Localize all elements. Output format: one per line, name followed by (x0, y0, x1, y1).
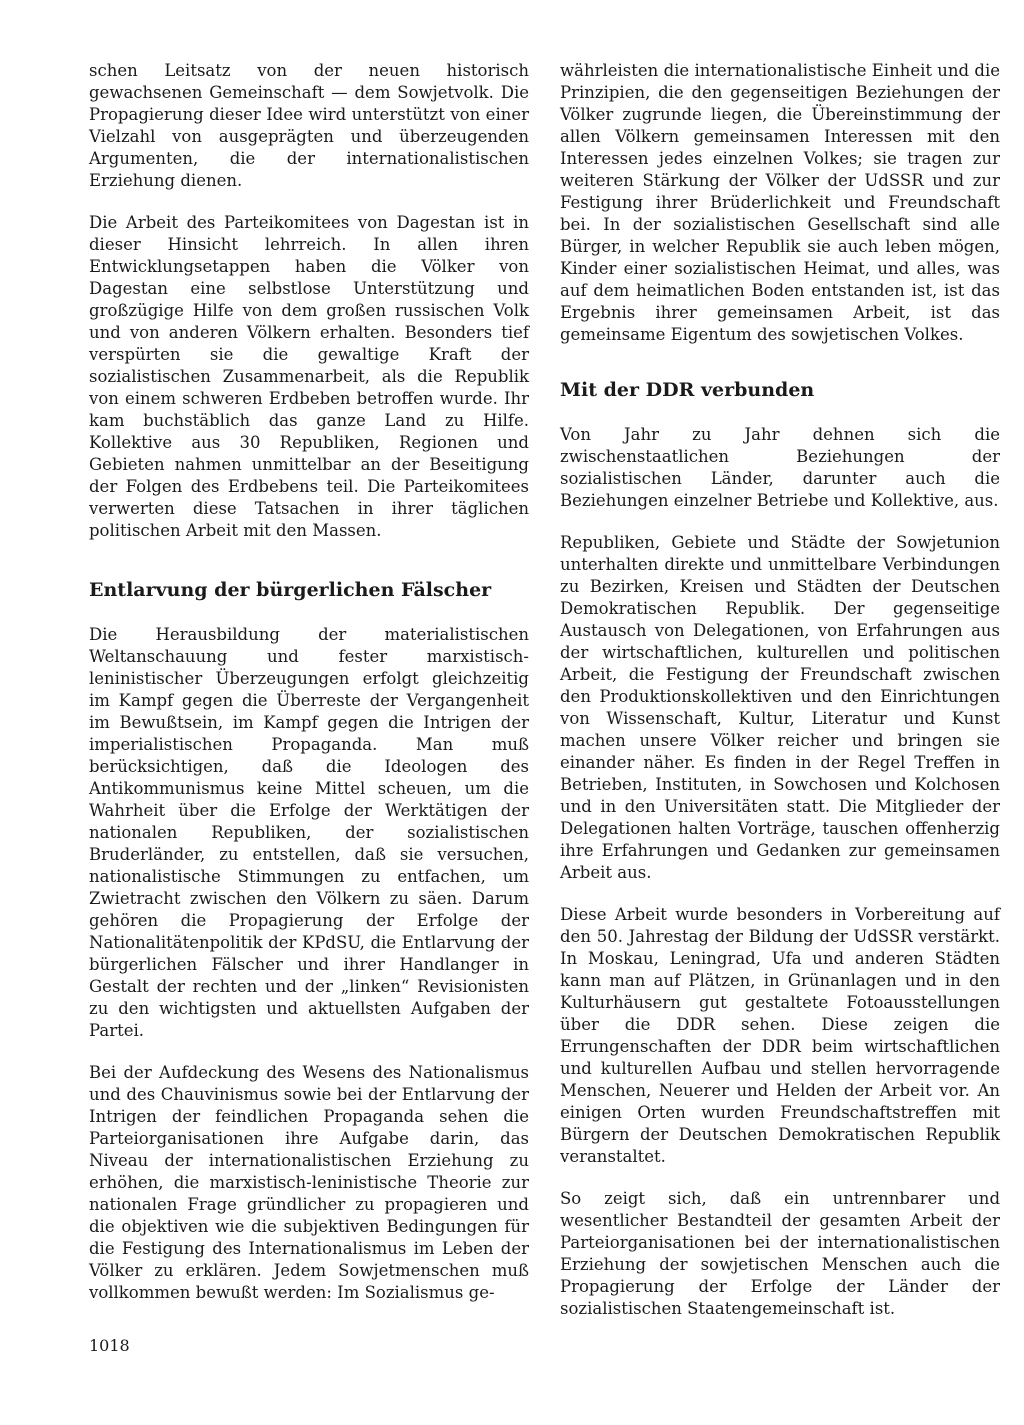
left-column (89, 60, 529, 1324)
section-heading: Entlarvung der bürgerlichen Fälscher (89, 579, 492, 601)
paragraph: Die Arbeit des Parteikomitees von Dagestan ist in dieser Hinsicht lehrreich. In allen ihren Entwicklungsetappen haben die Völker von Dagestan eine selbstlose Unterstützung und großzügige Hilfe von dem großen russischen Volk und von anderen Völkern erhalten. Besonders tief verspürten sie die gewaltige Kraft der sozialistischen Zusammenarbeit, als die Republik von einem schweren Erdbeben betroffen wurde. Ihr kam buchstäblich das ganze Land zu Hilfe. Kollektive aus 30 Republiken, Regionen und Gebieten nahmen unmittelbar an der Beseitigung der Folgen des Erdbebens teil. Die Parteikomitees verwerten diese Tatsachen in ihrer täglichen politischen Arbeit mit den Massen. (89, 213, 529, 540)
section-heading: Mit der DDR verbunden (560, 379, 815, 401)
right-column (560, 60, 1000, 1340)
paragraph: währleisten die internationalistische Einheit und die Prinzipien, die den gegenseitigen Beziehungen der Völker zugrunde liegen, die Übereinstimmung der allen Völkern gemeinsamen Interessen mit den Interessen jedes einzelnen Volkes; sie tragen zur weiteren Stärkung der Völker der UdSSR und zur Festigung ihrer Brüderlichkeit und Freundschaft bei. In der sozialistischen Gesellschaft sind alle Bürger, in welcher Republik sie auch leben mögen, Kinder einer sozialistischen Heimat, und alles, was auf dem heimatlichen Boden entstanden ist, ist das Ergebnis ihrer gemeinsamen Arbeit, ist das gemeinsame Eigentum des sowjetischen Volkes. (560, 61, 1000, 344)
paragraph: Die Herausbildung der materialistischen Weltanschauung und fester marxistisch-leninistischer Überzeugungen erfolgt gleichzeitig im Kampf gegen die Überreste der Vergangenheit im Bewußtsein, im Kampf gegen die Intrigen der imperialistischen Propaganda. Man muß berücksichtigen, daß die Ideologen des Antikommunismus keine Mittel scheuen, um die Wahrheit über die Erfolge der Werktätigen der nationalen Republiken, der sozialistischen Bruderländer, zu entstellen, daß sie versuchen, nationalistische Stimmungen zu entfachen, um Zwietracht zwischen den Völkern zu säen. Darum gehören die Propagierung der Erfolge der Nationalitätenpolitik der KPdSU, die Entlarvung der bürgerlichen Fälscher und ihrer Handlanger in Gestalt der rechten und der „linken“ Revisionisten zu den wichtigsten und aktuellsten Aufgaben der Partei. (89, 625, 529, 1040)
paragraph: Von Jahr zu Jahr dehnen sich die zwischenstaatlichen Beziehungen der sozialistischen Länder, darunter auch die Beziehungen einzelner Betriebe und Kollektive, aus. (560, 425, 1000, 510)
page-number: 1018 (89, 1336, 130, 1355)
paragraph: Bei der Aufdeckung des Wesens des Nationalismus und des Chauvinismus sowie bei der Entlarvung der Intrigen der feindlichen Propaganda sehen die Parteiorganisationen ihre Aufgabe darin, das Niveau der internationalistischen Erziehung zu erhöhen, die marxistisch-leninistische Theorie zur nationalen Frage gründlicher zu propagieren und die objektiven wie die subjektiven Bedingungen für die Festigung des Internationalismus im Leben der Völker zu erklären. Jedem Sowjetmenschen muß vollkommen bewußt werden: Im Sozialismus ge- (89, 1063, 529, 1302)
paragraph: So zeigt sich, daß ein untrennbarer und wesentlicher Bestandteil der gesamten Arbeit der Parteiorganisationen bei der internationalistischen Erziehung der sowjetischen Menschen auch die Propagierung der Erfolge der Länder der sozialistischen Staatengemeinschaft ist. (560, 1189, 1000, 1318)
paragraph: schen Leitsatz von der neuen historisch gewachsenen Gemeinschaft — dem Sowjetvolk. Die Propagierung dieser Idee wird unterstützt von einer Vielzahl von ausgeprägten und überzeugenden Argumenten, die der internationalistischen Erziehung dienen. (89, 61, 529, 190)
paragraph: Diese Arbeit wurde besonders in Vorbereitung auf den 50. Jahrestag der Bildung der UdSSR verstärkt. In Moskau, Leningrad, Ufa und anderen Städten kann man auf Plätzen, in Grünanlagen und in den Kulturhäusern gut gestaltete Fotoausstellungen über die DDR sehen. Diese zeigen die Errungenschaften der DDR beim wirtschaftlichen und kulturellen Aufbau und stellen hervorragende Menschen, Neuerer und Helden der Arbeit vor. An einigen Orten wurden Freundschaftstreffen mit Bürgern der Deutschen Demokratischen Republik veranstaltet. (560, 905, 1000, 1166)
paragraph: Republiken, Gebiete und Städte der Sowjetunion unterhalten direkte und unmittelbare Verbindungen zu Bezirken, Kreisen und Städten der Deutschen Demokratischen Republik. Der gegenseitige Austausch von Delegationen, von Erfahrungen aus der wirtschaftlichen, kulturellen und politischen Arbeit, die Festigung der Freundschaft zwischen den Produktionskollektiven und den Einrichtungen von Wissenschaft, Kultur, Literatur und Kunst machen unsere Völker reicher und bringen sie einander näher. Es finden in der Regel Treffen in Betrieben, Instituten, in Sowchosen und Kolchosen und in den Universitäten statt. Die Mitglieder der Delegationen halten Vorträge, tauschen offenherzig ihre Erfahrungen und Gedanken zur gemeinsamen Arbeit aus. (560, 533, 1000, 882)
